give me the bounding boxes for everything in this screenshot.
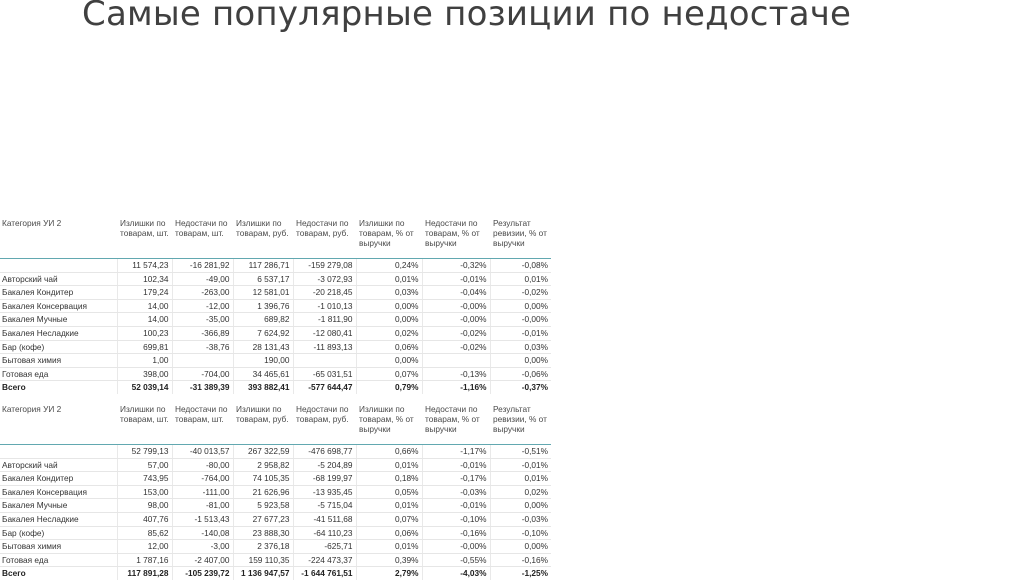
value-cell: -476 698,77 (293, 445, 356, 459)
value-cell: 743,95 (117, 472, 172, 486)
value-cell: 0,06% (356, 340, 422, 354)
value-cell: 0,00% (490, 540, 551, 554)
value-cell: 74 105,35 (233, 472, 293, 486)
column-header: Результат ревизии, % от выручки (490, 404, 551, 445)
column-header-category: Категория УИ 2 (0, 218, 117, 259)
row-label-cell: Бакалея Кондитер (0, 472, 117, 486)
column-header: Результат ревизии, % от выручки (490, 218, 551, 259)
value-cell: 14,00 (117, 313, 172, 327)
value-cell: -366,89 (172, 326, 233, 340)
report-table (0, 404, 551, 580)
value-cell: -16 281,92 (172, 259, 233, 273)
value-cell (172, 354, 233, 368)
row-label-cell: Готовая еда (0, 367, 117, 381)
value-cell: -0,06% (490, 367, 551, 381)
value-cell: -12 080,41 (293, 326, 356, 340)
value-cell: -3 072,93 (293, 272, 356, 286)
value-cell: 0,01% (490, 472, 551, 486)
value-cell: 0,00% (356, 299, 422, 313)
value-cell: 0,66% (356, 445, 422, 459)
value-cell: -31 389,39 (172, 381, 233, 394)
value-cell: 153,00 (117, 485, 172, 499)
value-cell: 159 110,35 (233, 553, 293, 567)
value-cell: -38,76 (172, 340, 233, 354)
table-row (0, 540, 551, 554)
value-cell: -40 013,57 (172, 445, 233, 459)
value-cell: -80,00 (172, 458, 233, 472)
value-cell: 0,24% (356, 259, 422, 273)
column-header: Недостачи по товарам, руб. (293, 404, 356, 445)
value-cell: -0,01% (422, 499, 490, 513)
value-cell: -49,00 (172, 272, 233, 286)
value-cell: 5 923,58 (233, 499, 293, 513)
value-cell: -0,00% (490, 313, 551, 327)
value-cell: -224 473,37 (293, 553, 356, 567)
value-cell (422, 354, 490, 368)
value-cell: -65 031,51 (293, 367, 356, 381)
value-cell: 0,79% (356, 381, 422, 394)
table-row (0, 458, 551, 472)
value-cell: -1 010,13 (293, 299, 356, 313)
column-header: Недостачи по товарам, руб. (293, 218, 356, 259)
value-cell: 117 891,28 (117, 567, 172, 580)
report-table (0, 218, 551, 394)
value-cell: 100,23 (117, 326, 172, 340)
table-row (0, 259, 551, 273)
value-cell: -2 407,00 (172, 553, 233, 567)
value-cell: 23 888,30 (233, 526, 293, 540)
value-cell: 117 286,71 (233, 259, 293, 273)
value-cell: -0,01% (490, 458, 551, 472)
column-header: Излишки по товарам, % от выручки (356, 404, 422, 445)
table-row (0, 499, 551, 513)
table-row (0, 299, 551, 313)
value-cell: -140,08 (172, 526, 233, 540)
table-row (0, 367, 551, 381)
value-cell: 1 396,76 (233, 299, 293, 313)
value-cell: -5 715,04 (293, 499, 356, 513)
value-cell: 7 624,92 (233, 326, 293, 340)
row-label-cell: Бакалея Консервация (0, 485, 117, 499)
table-row (0, 354, 551, 368)
total-row (0, 381, 551, 394)
value-cell: -0,01% (422, 458, 490, 472)
value-cell: -0,10% (490, 526, 551, 540)
value-cell: -263,00 (172, 286, 233, 300)
value-cell: -20 218,45 (293, 286, 356, 300)
value-cell: -0,00% (422, 313, 490, 327)
column-header: Излишки по товарам, руб. (233, 404, 293, 445)
value-cell: 57,00 (117, 458, 172, 472)
value-cell: -81,00 (172, 499, 233, 513)
value-cell: 0,06% (356, 526, 422, 540)
value-cell: -577 644,47 (293, 381, 356, 394)
page-title: Самые популярные позиции по недостаче (82, 0, 852, 34)
value-cell: -13 935,45 (293, 485, 356, 499)
value-cell: -5 204,89 (293, 458, 356, 472)
row-label-cell: Бакалея Несладкие (0, 326, 117, 340)
value-cell: -0,16% (490, 553, 551, 567)
value-cell: -68 199,97 (293, 472, 356, 486)
table-row (0, 472, 551, 486)
table-row (0, 272, 551, 286)
value-cell: -0,17% (422, 472, 490, 486)
row-label-cell: Бакалея Кондитер (0, 286, 117, 300)
value-cell: -41 511,68 (293, 512, 356, 526)
total-row (0, 567, 551, 580)
row-label-cell (0, 259, 117, 273)
table-row (0, 340, 551, 354)
column-header: Недостачи по товарам, шт. (172, 218, 233, 259)
column-header: Излишки по товарам, % от выручки (356, 218, 422, 259)
value-cell: -0,16% (422, 526, 490, 540)
value-cell: -1 513,43 (172, 512, 233, 526)
value-cell: -1,25% (490, 567, 551, 580)
table-row (0, 286, 551, 300)
column-header-category: Категория УИ 2 (0, 404, 117, 445)
value-cell: -1,16% (422, 381, 490, 394)
value-cell: -64 110,23 (293, 526, 356, 540)
value-cell: -0,02% (422, 340, 490, 354)
value-cell: -0,02% (422, 326, 490, 340)
value-cell: 0,03% (490, 340, 551, 354)
value-cell: 1,00 (117, 354, 172, 368)
table-row (0, 553, 551, 567)
value-cell: 1 136 947,57 (233, 567, 293, 580)
row-label-cell: Бар (кофе) (0, 340, 117, 354)
value-cell: 6 537,17 (233, 272, 293, 286)
value-cell: -0,01% (490, 326, 551, 340)
table-row (0, 445, 551, 459)
value-cell: 0,01% (356, 499, 422, 513)
value-cell: 267 322,59 (233, 445, 293, 459)
value-cell: -0,02% (490, 286, 551, 300)
row-label-cell: Бытовая химия (0, 540, 117, 554)
value-cell: -1 644 761,51 (293, 567, 356, 580)
row-label-cell: Бакалея Консервация (0, 299, 117, 313)
value-cell: -0,10% (422, 512, 490, 526)
value-cell: 0,03% (356, 286, 422, 300)
value-cell: 179,24 (117, 286, 172, 300)
value-cell: -3,00 (172, 540, 233, 554)
value-cell: -0,51% (490, 445, 551, 459)
value-cell: -35,00 (172, 313, 233, 327)
value-cell: -0,08% (490, 259, 551, 273)
value-cell: 1 787,16 (117, 553, 172, 567)
value-cell: 0,05% (356, 485, 422, 499)
value-cell: 0,00% (490, 299, 551, 313)
table-row (0, 526, 551, 540)
value-cell: 2,79% (356, 567, 422, 580)
value-cell: 0,01% (356, 540, 422, 554)
value-cell: -11 893,13 (293, 340, 356, 354)
table-row (0, 512, 551, 526)
value-cell: -4,03% (422, 567, 490, 580)
value-cell: 0,00% (356, 313, 422, 327)
column-header: Недостачи по товарам, % от выручки (422, 218, 490, 259)
table-row (0, 485, 551, 499)
value-cell: 0,02% (356, 326, 422, 340)
value-cell: -0,03% (490, 512, 551, 526)
value-cell: 21 626,96 (233, 485, 293, 499)
row-label-cell: Готовая еда (0, 553, 117, 567)
value-cell: -1 811,90 (293, 313, 356, 327)
value-cell: 0,00% (490, 499, 551, 513)
row-label-cell (0, 445, 117, 459)
value-cell: 0,07% (356, 367, 422, 381)
value-cell: -0,55% (422, 553, 490, 567)
row-label-cell: Всего (2, 382, 26, 393)
value-cell: 12,00 (117, 540, 172, 554)
row-label-cell: Бакалея Мучные (0, 313, 117, 327)
value-cell: 2 376,18 (233, 540, 293, 554)
row-label-cell: Авторский чай (0, 272, 117, 286)
value-cell: 398,00 (117, 367, 172, 381)
value-cell: -0,13% (422, 367, 490, 381)
value-cell: 98,00 (117, 499, 172, 513)
value-cell: -111,00 (172, 485, 233, 499)
value-cell: -0,32% (422, 259, 490, 273)
value-cell: 0,01% (356, 458, 422, 472)
table-row (0, 326, 551, 340)
column-header: Недостачи по товарам, % от выручки (422, 404, 490, 445)
value-cell: -704,00 (172, 367, 233, 381)
value-cell: -0,37% (490, 381, 551, 394)
value-cell: 0,18% (356, 472, 422, 486)
row-label-cell: Бакалея Несладкие (0, 512, 117, 526)
value-cell: 0,01% (490, 272, 551, 286)
column-header: Излишки по товарам, шт. (117, 404, 172, 445)
value-cell: 12 581,01 (233, 286, 293, 300)
value-cell: 699,81 (117, 340, 172, 354)
value-cell: -105 239,72 (172, 567, 233, 580)
value-cell: -625,71 (293, 540, 356, 554)
value-cell: -159 279,08 (293, 259, 356, 273)
value-cell: 190,00 (233, 354, 293, 368)
value-cell: 0,02% (490, 485, 551, 499)
value-cell: 2 958,82 (233, 458, 293, 472)
value-cell (293, 354, 356, 368)
row-label-cell: Всего (2, 568, 26, 579)
value-cell: -1,17% (422, 445, 490, 459)
column-header: Излишки по товарам, руб. (233, 218, 293, 259)
value-cell: -0,00% (422, 299, 490, 313)
value-cell: 52 039,14 (117, 381, 172, 394)
value-cell: 27 677,23 (233, 512, 293, 526)
value-cell: 0,39% (356, 553, 422, 567)
value-cell: 689,82 (233, 313, 293, 327)
value-cell: -12,00 (172, 299, 233, 313)
value-cell: 28 131,43 (233, 340, 293, 354)
table-row (0, 313, 551, 327)
value-cell: 102,34 (117, 272, 172, 286)
row-label-cell: Бар (кофе) (0, 526, 117, 540)
row-label-cell: Бытовая химия (0, 354, 117, 368)
value-cell: -764,00 (172, 472, 233, 486)
header-row (0, 404, 551, 445)
value-cell: -0,01% (422, 272, 490, 286)
value-cell: 85,62 (117, 526, 172, 540)
value-cell: 0,00% (490, 354, 551, 368)
value-cell: 52 799,13 (117, 445, 172, 459)
header-row (0, 218, 551, 259)
column-header: Излишки по товарам, шт. (117, 218, 172, 259)
row-label-cell: Авторский чай (0, 458, 117, 472)
row-label-cell: Бакалея Мучные (0, 499, 117, 513)
value-cell: 11 574,23 (117, 259, 172, 273)
value-cell: 14,00 (117, 299, 172, 313)
value-cell: 407,76 (117, 512, 172, 526)
value-cell: 0,00% (356, 354, 422, 368)
value-cell: -0,00% (422, 540, 490, 554)
column-header: Недостачи по товарам, шт. (172, 404, 233, 445)
value-cell: 393 882,41 (233, 381, 293, 394)
value-cell: -0,04% (422, 286, 490, 300)
value-cell: -0,03% (422, 485, 490, 499)
value-cell: 0,01% (356, 272, 422, 286)
value-cell: 34 465,61 (233, 367, 293, 381)
value-cell: 0,07% (356, 512, 422, 526)
